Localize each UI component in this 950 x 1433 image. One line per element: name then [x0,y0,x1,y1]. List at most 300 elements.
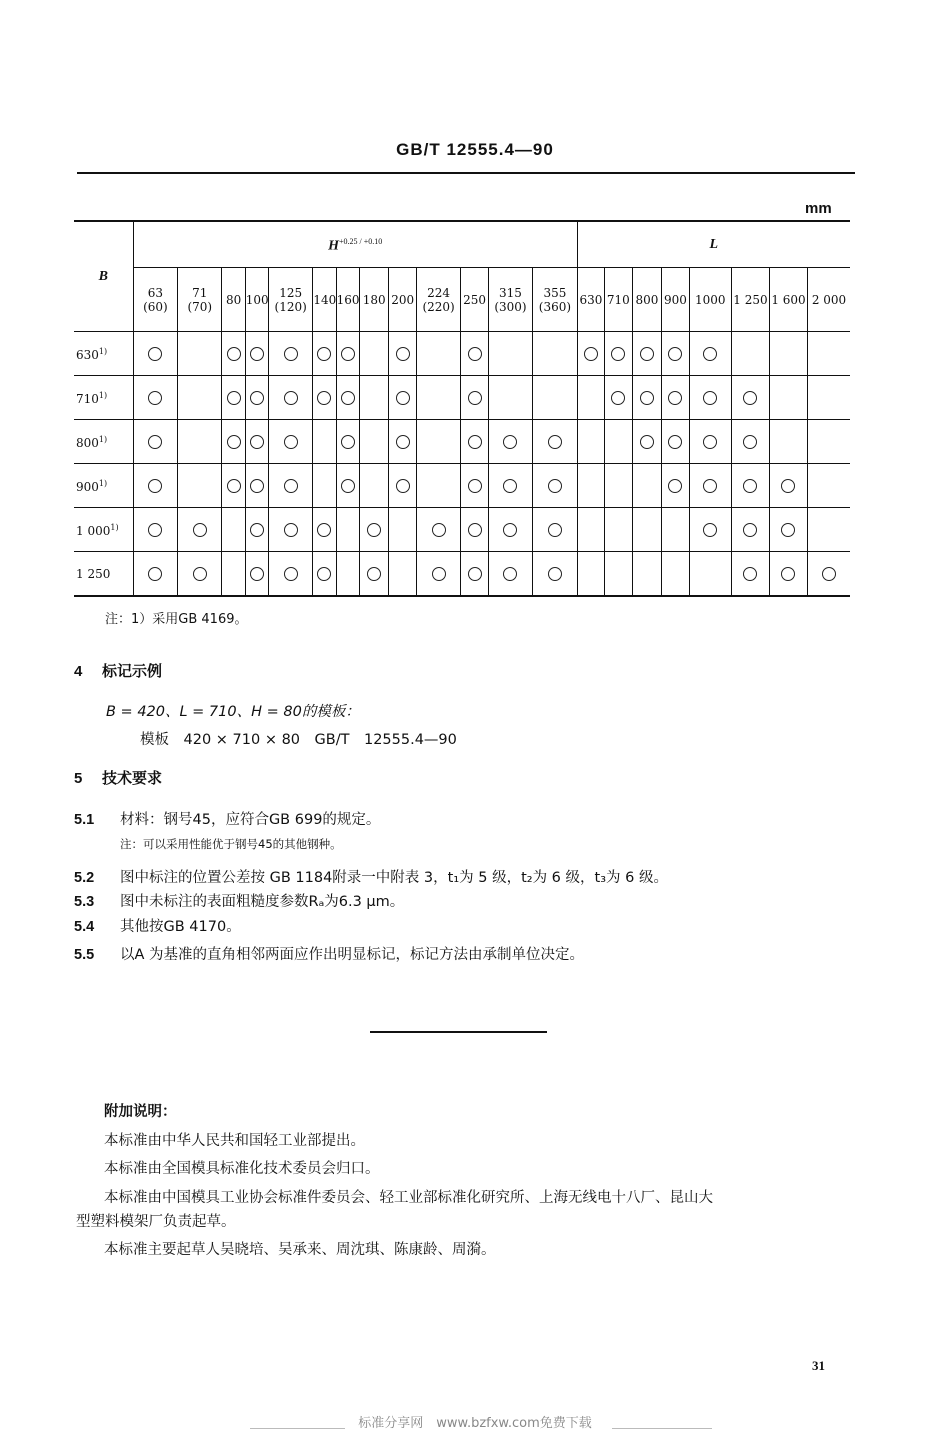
availability-cell [461,332,488,376]
availability-cell [488,332,532,376]
b-column-header: B [74,221,133,332]
document-header-title: GB/T 12555.4—90 [396,140,554,159]
h-value-header [389,268,416,332]
section-5-title: 技术要求 [102,769,163,787]
clause-5-3 [74,890,404,911]
b-footnote-ref: 1) [98,391,108,400]
h-label: H [328,238,339,254]
h-value: 100 [245,292,269,307]
availability-cell [808,552,850,597]
circle-mark-icon [193,567,207,581]
clause-5-5-text: 以A 为基准的直角相邻两面应作出明显标记，标记方法由承制单位决定。 [120,947,585,963]
circle-mark-icon [317,347,331,361]
circle-mark-icon [503,435,517,449]
circle-mark-icon [703,479,717,493]
circle-mark-icon [367,567,381,581]
b-footnote-ref: 1) [98,347,108,356]
availability-cell [389,464,416,508]
circle-mark-icon [317,523,331,537]
circle-mark-icon [317,567,331,581]
availability-cell [133,552,177,597]
circle-mark-icon [396,479,410,493]
availability-cell [689,376,731,420]
availability-cell [488,508,532,552]
availability-cell [577,332,604,376]
clause-5-3-text: 图中未标注的表面粗糙度参数Rₐ为6.3 μm。 [120,894,405,910]
availability-cell [808,508,850,552]
availability-cell [359,332,389,376]
availability-cell [416,508,460,552]
circle-mark-icon [468,391,482,405]
availability-cell [336,464,359,508]
h-value-alt: (70) [187,299,213,314]
circle-mark-icon [781,479,795,493]
availability-cell [461,464,488,508]
h-value-header [461,268,488,332]
availability-cell [313,552,336,597]
availability-cell [731,464,769,508]
circle-mark-icon [503,567,517,581]
availability-cell [133,508,177,552]
availability-cell [605,332,632,376]
availability-cell [769,420,807,464]
availability-cell [389,376,416,420]
availability-cell [662,420,689,464]
availability-cell [577,376,604,420]
footer-line-left [250,1428,345,1429]
availability-cell [605,508,632,552]
circle-mark-icon [503,479,517,493]
availability-cell [605,376,632,420]
availability-cell [461,508,488,552]
l-value-header: 710 [605,268,632,332]
circle-mark-icon [503,523,517,537]
availability-cell [222,376,245,420]
circle-mark-icon [284,523,298,537]
b-footnote-ref: 1) [110,523,119,532]
circle-mark-icon [468,567,482,581]
availability-cell [605,464,632,508]
circle-mark-icon [781,523,795,537]
b-value-cell [74,552,133,597]
circle-mark-icon [227,479,241,493]
l-value-header: 1 600 [769,268,807,332]
circle-mark-icon [743,391,757,405]
availability-cell [336,552,359,597]
b-value: 900 [76,480,99,494]
availability-cell [336,376,359,420]
availability-cell [133,464,177,508]
clause-5-3-number: 5.3 [74,894,95,910]
clause-5-1-text: 材料：钢号45，应符合GB 699的规定。 [120,812,381,828]
availability-cell [605,420,632,464]
circle-mark-icon [250,347,264,361]
circle-mark-icon [341,479,355,493]
h-value-header [222,268,245,332]
clause-5-5 [74,943,584,964]
h-value: 80 [225,292,242,307]
availability-cell [662,552,689,597]
circle-mark-icon [148,567,162,581]
clause-5-1-number: 5.1 [74,812,95,828]
h-value-header [416,268,460,332]
circle-mark-icon [193,523,207,537]
l-value-header: 630 [577,268,604,332]
h-value-alt: (220) [422,299,455,314]
h-value: 160 [336,292,360,307]
circle-mark-icon [468,523,482,537]
b-value: 800 [76,436,99,450]
clause-5-4-number: 5.4 [74,919,95,935]
circle-mark-icon [396,347,410,361]
circle-mark-icon [743,523,757,537]
availability-cell [178,552,222,597]
h-value-header [533,268,577,332]
availability-cell [577,552,604,597]
h-value-alt: (120) [274,299,307,314]
appendix-paragraph-1: 本标准由中华人民共和国轻工业部提出。 [104,1133,365,1149]
availability-cell [731,508,769,552]
availability-cell [461,552,488,597]
h-value: 180 [362,292,386,307]
h-value-alt: (300) [494,299,527,314]
availability-cell [769,552,807,597]
availability-cell [808,332,850,376]
availability-cell [605,552,632,597]
availability-cell [769,464,807,508]
b-value-cell [74,332,133,376]
section-4-title: 标记示例 [102,662,163,680]
h-tolerance: +0.25 / +0.10 [338,237,383,247]
appendix-title: 附加说明： [104,1104,177,1120]
availability-cell [577,508,604,552]
footer-line-right [612,1428,712,1429]
circle-mark-icon [468,435,482,449]
availability-cell [488,376,532,420]
b-value: 710 [76,392,99,406]
h-value: 250 [463,292,486,307]
availability-cell [632,420,662,464]
circle-mark-icon [148,523,162,537]
availability-cell [336,508,359,552]
circle-mark-icon [611,347,625,361]
circle-mark-icon [468,347,482,361]
availability-cell [313,332,336,376]
availability-cell [416,464,460,508]
availability-cell [178,376,222,420]
availability-cell [488,420,532,464]
table-row [74,508,850,552]
circle-mark-icon [611,391,625,405]
availability-cell [731,420,769,464]
section-4-heading [74,660,162,681]
l-group-header: L [577,221,850,268]
clause-5-2-number: 5.2 [74,870,95,886]
circle-mark-icon [284,347,298,361]
b-footnote-ref: 1) [98,435,108,444]
h-value-header [178,268,222,332]
circle-mark-icon [227,391,241,405]
circle-mark-icon [367,523,381,537]
circle-mark-icon [250,435,264,449]
circle-mark-icon [743,479,757,493]
availability-cell [222,552,245,597]
page-number: 31 [812,1358,825,1373]
clause-5-4-text: 其他按GB 4170。 [120,919,241,935]
availability-cell [731,552,769,597]
circle-mark-icon [703,435,717,449]
availability-cell [133,376,177,420]
circle-mark-icon [668,479,682,493]
h-value: 140 [313,292,337,307]
availability-cell [222,332,245,376]
availability-cell [769,508,807,552]
availability-cell [268,332,312,376]
availability-cell [731,332,769,376]
clause-5-1-note: 注：可以采用性能优于钢号45的其他钢种。 [120,837,342,851]
marking-example-line1: B = 420、L = 710、H = 80的模板： [106,704,360,720]
availability-cell [133,332,177,376]
circle-mark-icon [250,479,264,493]
availability-cell [133,420,177,464]
availability-cell [689,552,731,597]
availability-cell [632,464,662,508]
table-row [74,464,850,508]
availability-cell [416,552,460,597]
availability-cell [178,508,222,552]
availability-cell [632,508,662,552]
availability-cell [313,376,336,420]
h-value: 71 [192,285,208,300]
marking-example-line2: 模板 420 × 710 × 80 GB/T 12555.4—90 [140,732,457,748]
circle-mark-icon [148,347,162,361]
availability-cell [268,508,312,552]
availability-cell [769,376,807,420]
availability-cell [178,332,222,376]
h-value: 315 [499,285,522,300]
circle-mark-icon [743,435,757,449]
b-value-cell [74,376,133,420]
availability-cell [488,552,532,597]
availability-cell [178,464,222,508]
availability-cell [245,552,268,597]
availability-cell [359,420,389,464]
unit-label: mm [805,200,832,217]
availability-cell [313,464,336,508]
circle-mark-icon [284,435,298,449]
availability-cell [389,420,416,464]
availability-cell [389,508,416,552]
circle-mark-icon [284,567,298,581]
h-value-header [359,268,389,332]
circle-mark-icon [341,347,355,361]
b-footnote-ref: 1) [98,479,108,488]
circle-mark-icon [668,347,682,361]
appendix-paragraph-3: 本标准由中国模具工业协会标准件委员会、轻工业部标准化研究所、上海无线电十八厂、昆山大 [104,1190,713,1206]
circle-mark-icon [703,523,717,537]
circle-mark-icon [284,391,298,405]
circle-mark-icon [250,523,264,537]
l-value-header: 900 [662,268,689,332]
circle-mark-icon [640,391,654,405]
availability-cell [461,420,488,464]
circle-mark-icon [227,435,241,449]
availability-cell [416,420,460,464]
availability-cell [662,508,689,552]
h-value-header [268,268,312,332]
availability-cell [389,552,416,597]
l-value-header: 2 000 [808,268,850,332]
availability-cell [416,376,460,420]
availability-cell [336,332,359,376]
appendix-paragraph-2: 本标准由全国模具标准化技术委员会归口。 [104,1161,380,1177]
availability-cell [268,552,312,597]
circle-mark-icon [396,391,410,405]
b-value-cell [74,420,133,464]
availability-cell [632,376,662,420]
circle-mark-icon [468,479,482,493]
availability-cell [268,376,312,420]
section-4-number: 4 [74,663,83,680]
appendix-paragraph-4: 本标准主要起草人吴晓培、吴承来、周沈琪、陈康龄、周漪。 [104,1242,496,1258]
circle-mark-icon [703,347,717,361]
h-value-header [336,268,359,332]
availability-cell [808,376,850,420]
availability-cell [769,332,807,376]
circle-mark-icon [548,523,562,537]
b-value-cell [74,464,133,508]
circle-mark-icon [640,435,654,449]
availability-cell [359,552,389,597]
b-value: 1 000 [76,524,111,538]
l-value-header: 1000 [689,268,731,332]
circle-mark-icon [341,435,355,449]
circle-mark-icon [148,391,162,405]
availability-cell [689,420,731,464]
availability-cell [577,420,604,464]
availability-cell [178,420,222,464]
appendix-paragraph-3-cont: 型塑料模架厂负责起草。 [76,1214,236,1230]
availability-cell [662,464,689,508]
circle-mark-icon [640,347,654,361]
availability-cell [245,420,268,464]
h-value-header [133,268,177,332]
circle-mark-icon [148,435,162,449]
availability-cell [222,508,245,552]
b-value: 630 [76,348,99,362]
availability-cell [245,508,268,552]
availability-cell [389,332,416,376]
circle-mark-icon [432,523,446,537]
l-value-header: 1 250 [731,268,769,332]
availability-cell [245,332,268,376]
circle-mark-icon [341,391,355,405]
circle-mark-icon [284,479,298,493]
availability-cell [662,376,689,420]
l-value-header: 800 [632,268,662,332]
availability-cell [689,508,731,552]
availability-cell [313,420,336,464]
h-value-alt: (60) [143,299,168,314]
table-row [74,332,850,376]
availability-cell [533,508,577,552]
availability-cell [662,332,689,376]
availability-cell [533,376,577,420]
circle-mark-icon [668,435,682,449]
availability-cell [313,508,336,552]
table-row [74,376,850,420]
availability-cell [533,420,577,464]
table-row [74,552,850,597]
circle-mark-icon [396,435,410,449]
availability-cell [359,376,389,420]
clause-5-5-number: 5.5 [74,947,95,963]
h-value-header [488,268,532,332]
clause-5-2-text: 图中标注的位置公差按 GB 1184附录一中附表 3，t₁为 5 级，t₂为 6 级，t₃为 6 级。 [120,870,668,886]
availability-cell [808,420,850,464]
circle-mark-icon [781,567,795,581]
clause-5-1 [74,808,380,829]
circle-mark-icon [703,391,717,405]
h-value-header [313,268,336,332]
section-5-heading [74,767,162,788]
availability-cell [533,552,577,597]
availability-cell [416,332,460,376]
availability-cell [488,464,532,508]
h-group-header [133,221,577,268]
availability-cell [533,332,577,376]
circle-mark-icon [822,567,836,581]
circle-mark-icon [584,347,598,361]
h-value-header [245,268,268,332]
circle-mark-icon [548,435,562,449]
availability-cell [731,376,769,420]
availability-cell [808,464,850,508]
availability-cell [359,464,389,508]
availability-cell [689,332,731,376]
h-value-alt: (360) [538,299,572,314]
availability-cell [632,332,662,376]
circle-mark-icon [250,391,264,405]
availability-cell [268,420,312,464]
circle-mark-icon [317,391,331,405]
availability-cell [533,464,577,508]
end-rule [370,1031,547,1033]
availability-cell [245,464,268,508]
circle-mark-icon [250,567,264,581]
availability-cell [222,464,245,508]
clause-5-2 [74,866,668,887]
h-value: 200 [391,292,415,307]
footer-watermark: 标准分享网 www.bzfxw.com免费下载 [358,1416,592,1431]
circle-mark-icon [668,391,682,405]
table-row [74,420,850,464]
availability-cell [461,376,488,420]
availability-cell [632,552,662,597]
availability-cell [245,376,268,420]
circle-mark-icon [548,567,562,581]
availability-cell [689,464,731,508]
circle-mark-icon [227,347,241,361]
b-value: 1 250 [76,566,111,581]
circle-mark-icon [432,567,446,581]
circle-mark-icon [148,479,162,493]
clause-5-4 [74,915,241,936]
availability-cell [336,420,359,464]
circle-mark-icon [743,567,757,581]
circle-mark-icon [548,479,562,493]
section-5-number: 5 [74,770,83,787]
